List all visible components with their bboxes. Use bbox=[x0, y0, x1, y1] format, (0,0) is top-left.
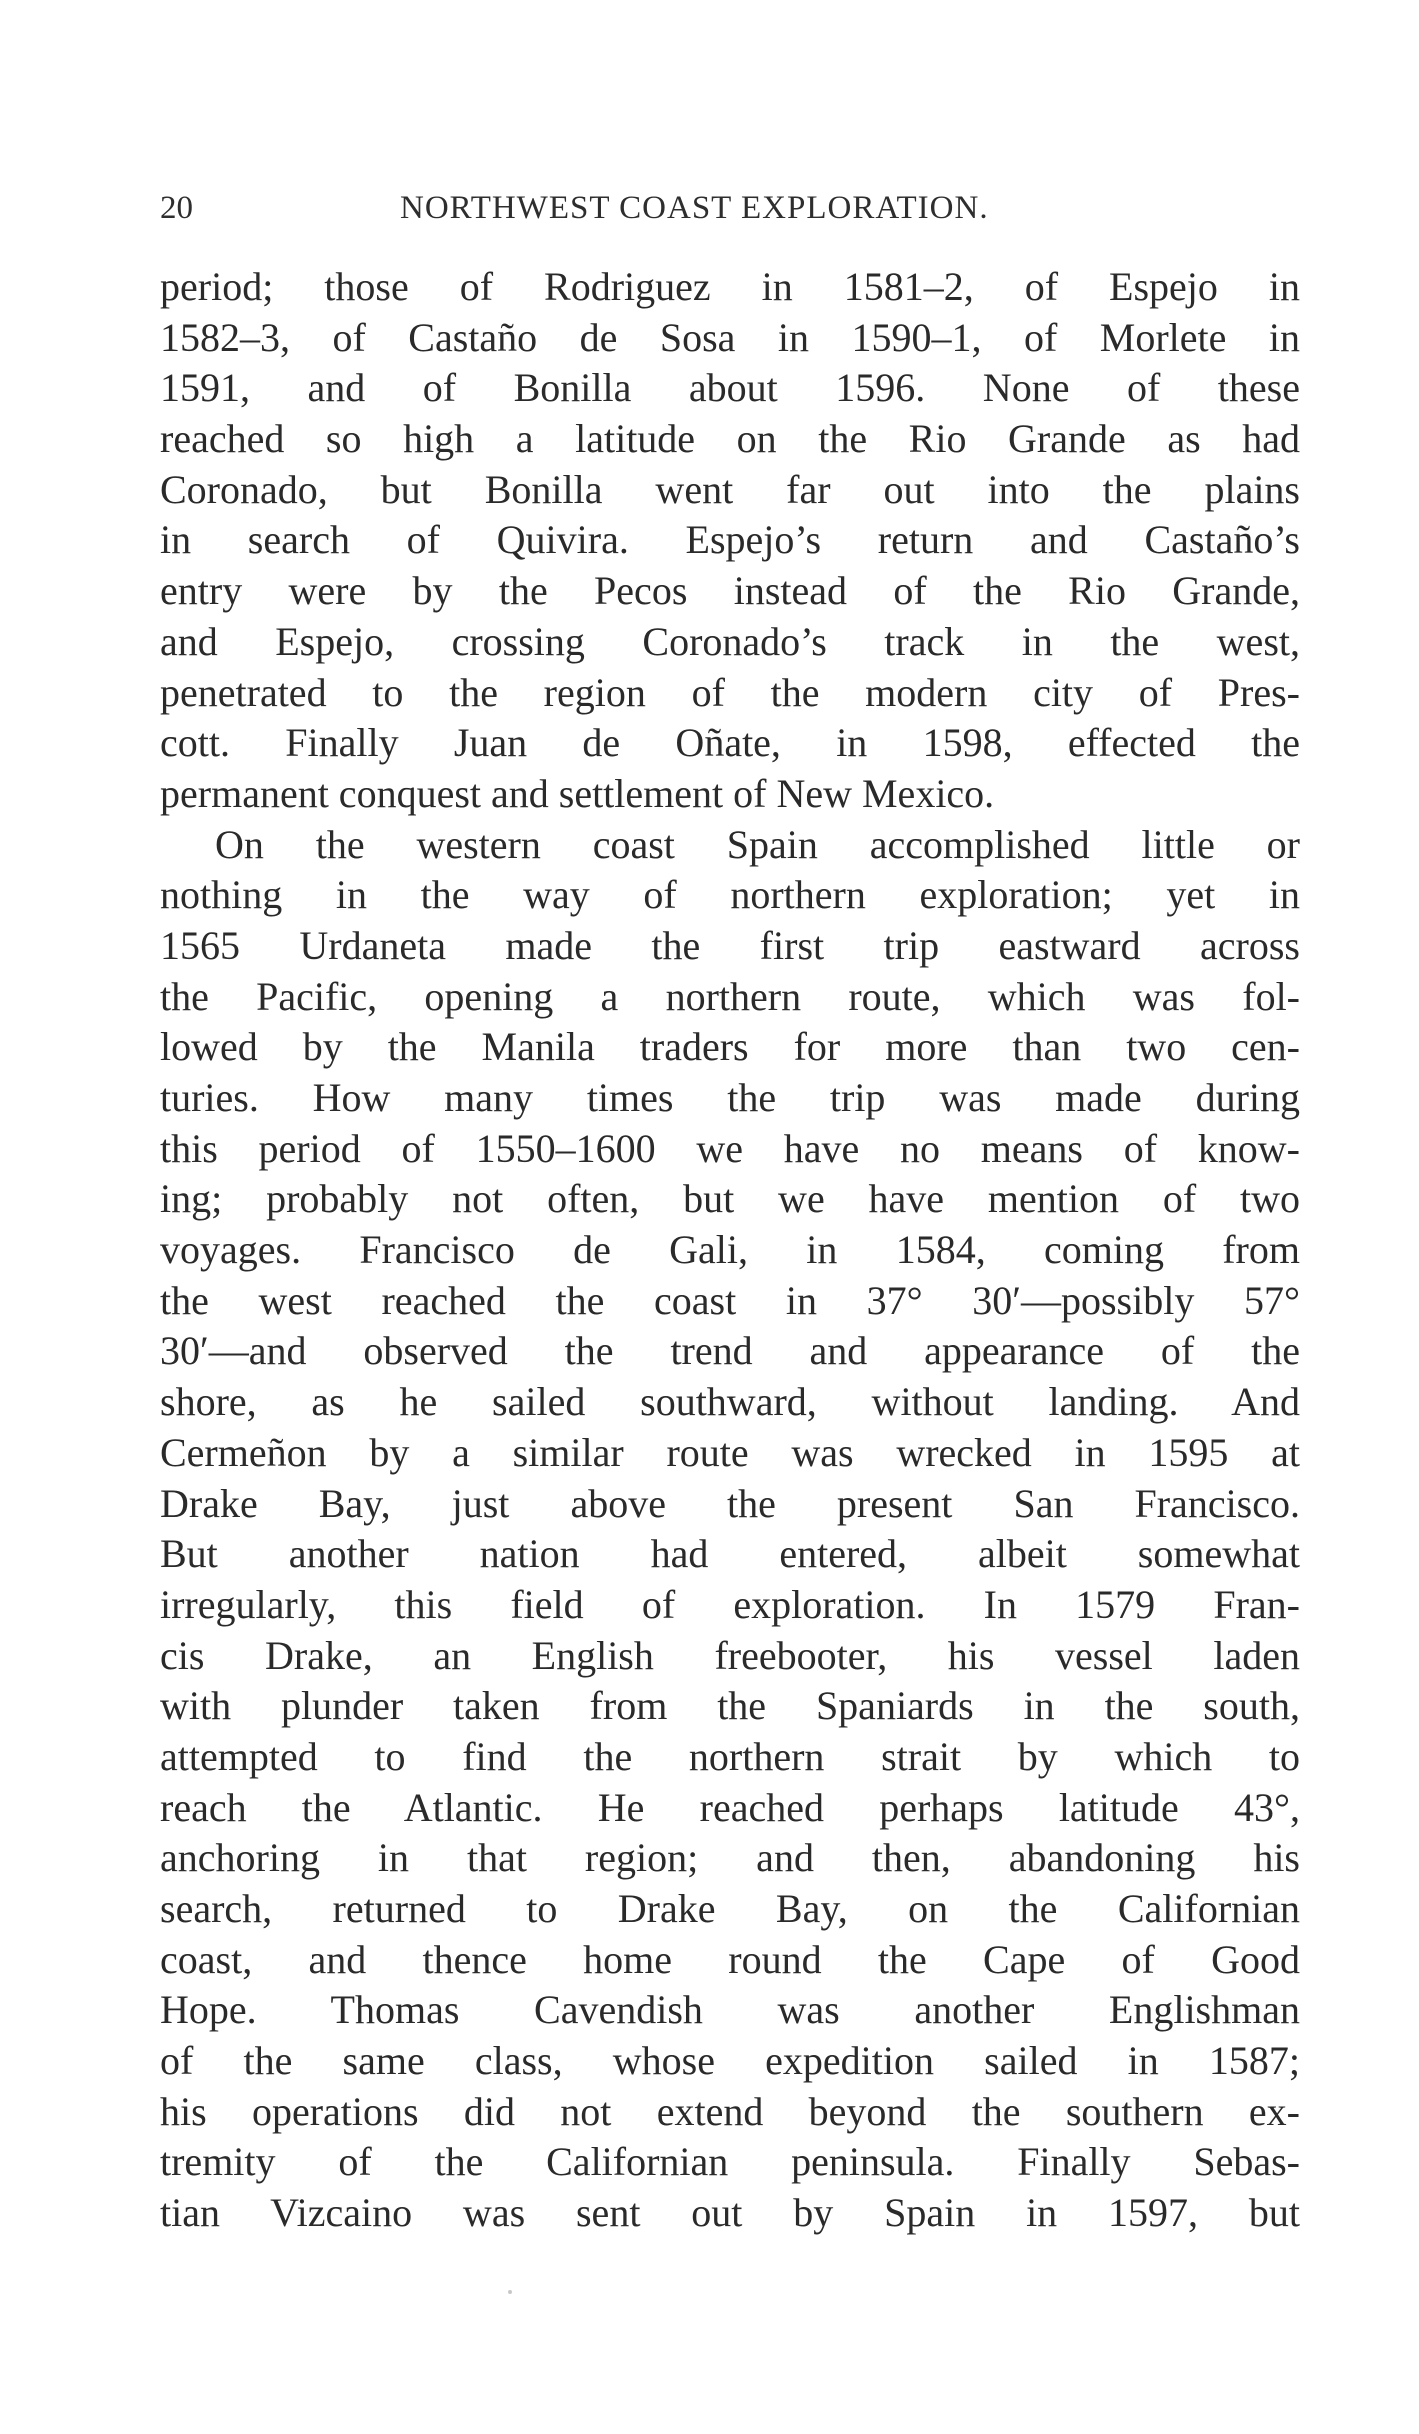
text-line: cott. Finally Juan de Oñate, in 1598, effected the bbox=[160, 720, 1300, 766]
text-line: with plunder taken from the Spaniards in the south, bbox=[160, 1683, 1300, 1729]
text-line: lowed by the Manila traders for more than two cen- bbox=[160, 1024, 1300, 1070]
text-line: nothing in the way of northern exploration; yet in bbox=[160, 872, 1300, 918]
running-title: NORTHWEST COAST EXPLORATION. bbox=[400, 190, 989, 226]
text-line: 1565 Urdaneta made the first trip eastward across bbox=[160, 922, 1300, 968]
text-line: On the western coast Spain accomplished little or bbox=[215, 821, 1300, 867]
text-line: the west reached the coast in 37° 30′—possibly 57° bbox=[160, 1277, 1300, 1323]
text-line: irregularly, this field of exploration. In 1579 Fran- bbox=[160, 1581, 1300, 1627]
page-number: 20 bbox=[160, 190, 193, 226]
text-line: Cermeñon by a similar route was wrecked in 1595 at bbox=[160, 1429, 1300, 1475]
text-line: attempted to find the northern strait by which to bbox=[160, 1733, 1300, 1779]
text-line: of the same class, whose expedition sailed in 1587; bbox=[160, 2038, 1300, 2084]
text-line: Hope. Thomas Cavendish was another Englishman bbox=[160, 1987, 1300, 2033]
text-line: tremity of the Californian peninsula. Finally Sebas- bbox=[160, 2139, 1300, 2185]
text-line: ing; probably not often, but we have mention of two bbox=[160, 1176, 1300, 1222]
text-line: period; those of Rodriguez in 1581–2, of Espejo in bbox=[160, 264, 1300, 309]
text-line: the Pacific, opening a northern route, which was fol- bbox=[160, 973, 1300, 1019]
page-header bbox=[160, 190, 1300, 230]
paper-speck bbox=[508, 2290, 512, 2294]
text-line: reached so high a latitude on the Rio Grande as had bbox=[160, 416, 1300, 462]
text-line: turies. How many times the trip was made during bbox=[160, 1075, 1300, 1120]
text-line: Coronado, but Bonilla went far out into the plains bbox=[160, 466, 1300, 512]
text-line: coast, and thence home round the Cape of Good bbox=[160, 1936, 1300, 1982]
text-line: entry were by the Pecos instead of the Rio Grande, bbox=[160, 568, 1300, 614]
text-line: Drake Bay, just above the present San Francisco. bbox=[160, 1480, 1300, 1526]
text-line: anchoring in that region; and then, abandoning his bbox=[160, 1835, 1300, 1881]
text-line: 1591, and of Bonilla about 1596. None of these bbox=[160, 365, 1300, 411]
text-line: permanent conquest and settlement of New Mexico. bbox=[160, 770, 995, 816]
text-line: 1582–3, of Castaño de Sosa in 1590–1, of Morlete in bbox=[160, 314, 1300, 360]
text-line: 30′—and observed the trend and appearance of the bbox=[160, 1328, 1300, 1374]
text-line: reach the Atlantic. He reached perhaps latitude 43°, bbox=[160, 1784, 1300, 1830]
text-line: cis Drake, an English freebooter, his vessel laden bbox=[160, 1632, 1300, 1678]
text-line: in search of Quivira. Espejo’s return and Castaño’s bbox=[160, 517, 1300, 563]
text-line: this period of 1550–1600 we have no means of know- bbox=[160, 1125, 1300, 1171]
text-line: shore, as he sailed southward, without landing. And bbox=[160, 1379, 1300, 1425]
text-line: and Espejo, crossing Coronado’s track in the west, bbox=[160, 618, 1300, 664]
text-line: his operations did not extend beyond the southern ex- bbox=[160, 2088, 1300, 2134]
text-line: penetrated to the region of the modern city of Pres- bbox=[160, 669, 1300, 715]
text-line: search, returned to Drake Bay, on the Californian bbox=[160, 1886, 1300, 1931]
text-line: voyages. Francisco de Gali, in 1584, coming from bbox=[160, 1227, 1300, 1273]
body-text bbox=[160, 262, 1300, 2239]
text-line: tian Vizcaino was sent out by Spain in 1597, but bbox=[160, 2190, 1300, 2236]
text-line: But another nation had entered, albeit somewhat bbox=[160, 1531, 1300, 1577]
